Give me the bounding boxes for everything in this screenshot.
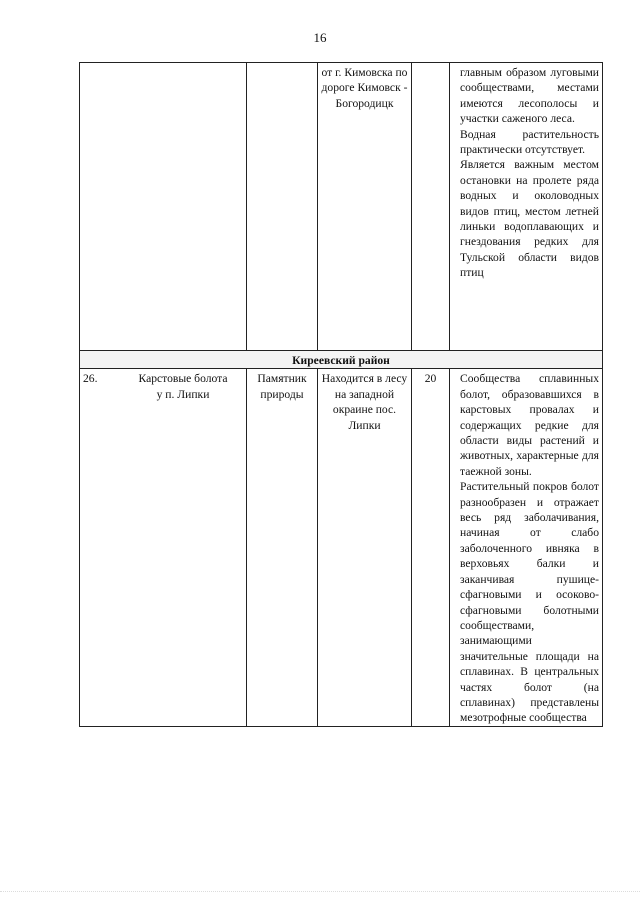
protected-areas-table	[79, 62, 603, 727]
description-paragraph: Растительный покров болот разнообразен и отражает весь ряд заболачивания, начиная от слабо заболоченного ивняка в верховьях балки и заканчивая пушице-сфагновыми и осоково-сфагновыми болотными сообществами, занимающими значительные площади на сплавинах. В центральных частях болот (на сплавинах) представлены мезотрофные сообщества	[460, 480, 599, 725]
page-number: 16	[313, 30, 327, 45]
district-header-row	[80, 351, 603, 369]
cell-name-empty	[80, 63, 247, 351]
cell-category-empty	[247, 63, 318, 351]
row-number: 26.	[83, 372, 98, 386]
cell-description	[450, 369, 603, 726]
cell-location: от г. Кимовска по дороге Кимовск - Богородицк	[318, 63, 412, 351]
description-paragraph: Водная растительность практически отсутствует.	[460, 127, 599, 157]
cell-location: Находится в лесу на западной окраине пос. Липки	[318, 369, 412, 726]
table-row-26	[80, 369, 603, 726]
description-paragraph: главным образом луговыми сообществами, местами имеются лесополосы и участки саженого леса.	[460, 66, 599, 126]
site-name-line2: у п. Липки	[156, 387, 210, 401]
cell-area-empty	[412, 63, 450, 351]
table-row-continuation	[80, 63, 603, 351]
cell-description	[450, 63, 603, 351]
site-name-line1: Карстовые болота	[138, 372, 228, 386]
scan-edge-artifact	[0, 891, 640, 895]
cell-area: 20	[412, 369, 450, 726]
district-title: Киреевский район	[80, 351, 603, 369]
cell-number-name	[80, 369, 247, 726]
cell-category: Памятник природы	[247, 369, 318, 726]
description-paragraph: Является важным местом остановки на пролете ряда водных и околоводных видов птиц, местом летней линьки водоплавающих и гнездования редких для Тульской области видов птиц	[460, 158, 599, 280]
description-paragraph: Сообщества сплавинных болот, образовавшихся в карстовых провалах и содержащих редкие для области виды растений и животных, характерные для таежной зоны.	[460, 372, 599, 478]
